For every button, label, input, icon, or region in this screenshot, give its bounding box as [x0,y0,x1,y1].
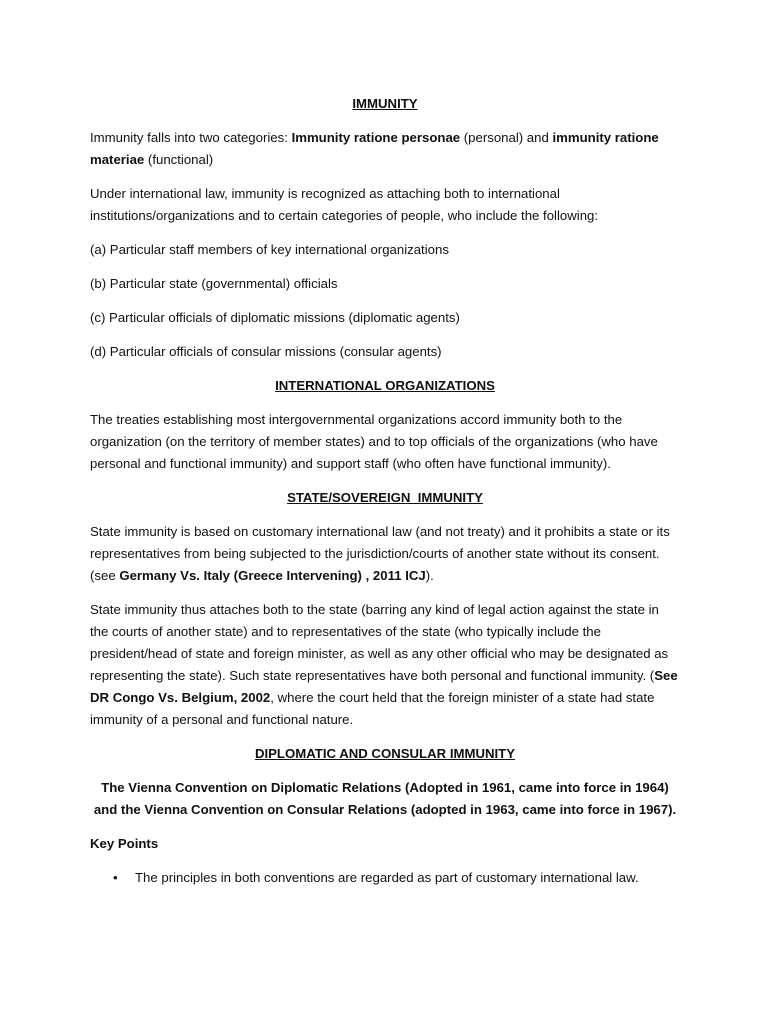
state-p2-text-1: State immunity thus attaches both to the state (barring any kind of legal action against the state in the courts of another state) and to representatives of the state (who typically include the president/head of state and foreign minister, as well as any other official who may be designated as representing the state). Such state representatives have both personal and functional immunity. ( [90,602,669,683]
bullet-icon: • [113,870,118,885]
heading-state-immunity: STATE/SOVEREIGN IMMUNITY [287,490,483,505]
intro-text-3: (functional) [144,152,214,167]
key-point-text: The principles in both conventions are regarded as part of customary international law. [135,870,639,885]
case-germany-italy: Germany Vs. Italy (Greece Intervening) , 2011 ICJ [119,568,426,583]
intro-text-2: (personal) and [460,130,553,145]
category-b: (b) Particular state (governmental) officials [90,276,338,291]
list-item [90,867,680,889]
document-page [90,93,680,889]
category-c: (c) Particular officials of diplomatic missions (diplomatic agents) [90,310,460,325]
state-p1-text-2: ). [425,568,434,583]
heading-international-organizations: INTERNATIONAL ORGANIZATIONS [275,378,495,393]
state-paragraph-1 [90,521,680,587]
intro-paragraph [90,127,680,171]
vienna-conventions-paragraph: The Vienna Convention on Diplomatic Relations (Adopted in 1961, came into force in 1964) and the Vienna Convention on Consular Relations (adopted in 1963, came into force in 1967). [93,780,677,817]
key-points-label: Key Points [90,836,159,851]
intro-text-1: Immunity falls into two categories: [90,130,292,145]
intl-orgs-paragraph: The treaties establishing most intergovernmental organizations accord immunity both to the organization (on the territory of member states) and to top officials of the organizations (who have personal and functional immunity) and support staff (who often have functional immunity). [90,412,658,471]
case-congo-belgium: See DR Congo Vs. Belgium, 2002 [90,668,678,705]
heading-diplomatic-consular: DIPLOMATIC AND CONSULAR IMMUNITY [254,746,516,761]
key-points-list [90,867,680,889]
state-paragraph-2 [90,599,680,731]
intro-bold-materiae: immunity ratione materiae [90,130,659,167]
category-d: (d) Particular officials of consular missions (consular agents) [90,344,442,359]
category-a: (a) Particular staff members of key international organizations [90,242,449,257]
intro-bold-personae: Immunity ratione personae [291,130,461,145]
under-law-paragraph: Under international law, immunity is recognized as attaching both to international institutions/organizations and to certain categories of people, who include the following: [90,186,599,223]
state-p1-text-1: State immunity is based on customary international law (and not treaty) and it prohibits a state or its representatives from being subjected to the jurisdiction/courts of another state without its consent. (see [90,524,670,583]
heading-immunity: IMMUNITY [352,96,418,111]
state-p2-text-2: , where the court held that the foreign minister of a state had state immunity of a personal and functional nature. [90,690,655,727]
